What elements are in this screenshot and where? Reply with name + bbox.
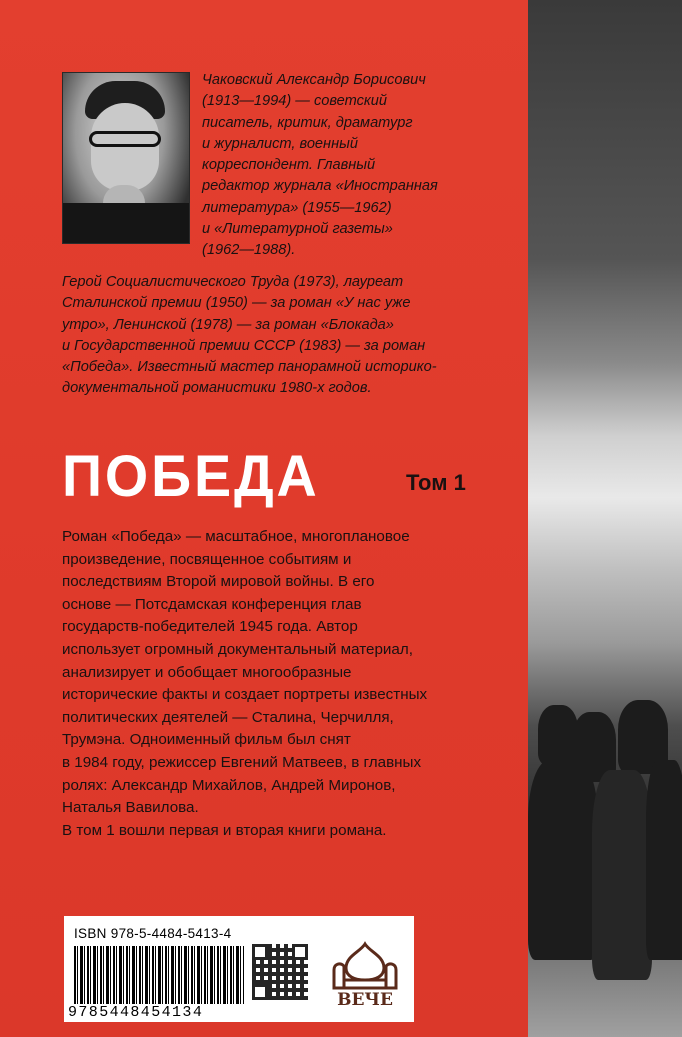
bio-line: литература» (1955—1962) (202, 199, 392, 216)
book-title: ПОБЕДА (62, 444, 320, 509)
book-description (62, 526, 482, 842)
description-line: исторические факты и создает портреты известных (62, 686, 428, 704)
isbn-label: ISBN 978-5-4484-5413-4 (74, 926, 232, 941)
bio-line: Сталинской премии (1950) — за роман «У нас уже (62, 295, 411, 312)
description-line: Трумэна. Одноименный фильм был снят (62, 731, 351, 749)
author-portrait (62, 72, 190, 244)
bio-line: Чаковский Александр Борисович (202, 72, 426, 88)
description-line: произведение, посвященное событиям и (62, 550, 352, 568)
barcode-number: 9785448454134 (68, 1004, 204, 1021)
bio-line: Герой Социалистического Труда (1973), лауреат (62, 274, 404, 290)
onion-dome-icon (326, 940, 404, 992)
bio-line: (1913—1994) — советский (202, 93, 388, 110)
publisher-name: ВЕЧЕ (337, 990, 393, 1010)
author-bio-bottom (62, 272, 502, 400)
barcode-panel (64, 916, 414, 1022)
bio-line: (1962—1988). (202, 242, 296, 259)
author-bio-top (202, 70, 502, 262)
war-photo-strip (528, 0, 682, 1037)
bio-line: утро», Ленинской (1978) — за роман «Блокада» (62, 316, 394, 333)
description-line: ролях: Александр Михайлов, Андрей Миронов, (62, 776, 396, 794)
description-line: государств-победителей 1945 года. Автор (62, 618, 358, 636)
bio-line: редактор журнала «Иностранная (202, 178, 438, 195)
description-line: использует огромный документальный материал, (62, 640, 413, 658)
description-line: последствиям Второй мировой войны. В его (62, 573, 375, 591)
description-line: политических деятелей — Сталина, Черчилля, (62, 708, 394, 726)
description-line: Наталья Вавилова. (62, 799, 199, 817)
bio-line: и «Литературной газеты» (202, 221, 393, 238)
bio-line: и Государственной премии СССР (1983) — за роман (62, 337, 426, 354)
bio-line: документальной романистики 1980-х годов. (62, 380, 372, 397)
bio-line: писатель, критик, драматург (202, 114, 413, 131)
barcode (74, 946, 244, 1004)
publisher-logo (326, 940, 404, 1016)
description-line: В том 1 вошли первая и вторая книги романа. (62, 821, 387, 839)
bio-line: и журналист, военный (202, 135, 358, 152)
description-line: в 1984 году, режиссер Евгений Матвеев, в главных (62, 753, 422, 771)
bio-line: «Победа». Известный мастер панорамной историко- (62, 359, 437, 376)
qr-code (252, 944, 308, 1000)
description-line: анализирует и обобщает многообразные (62, 663, 352, 681)
description-line: основе — Потсдамская конференция глав (62, 595, 362, 613)
description-line: Роман «Победа» — масштабное, многоплановое (62, 528, 410, 545)
volume-label: Том 1 (406, 470, 466, 495)
bio-line: корреспондент. Главный (202, 157, 376, 174)
